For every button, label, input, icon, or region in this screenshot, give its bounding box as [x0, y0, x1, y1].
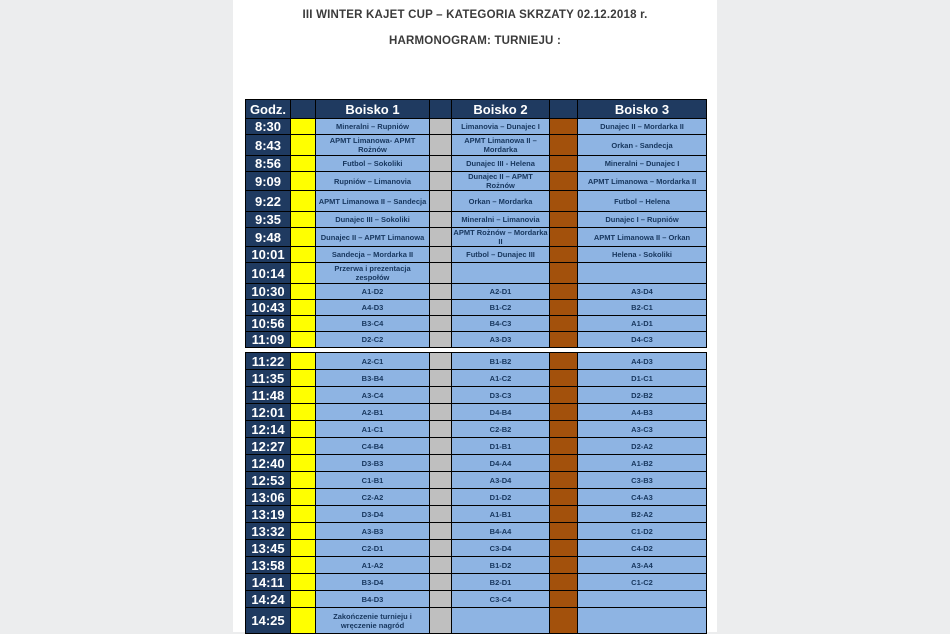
yellow-separator	[291, 156, 316, 172]
boisko-2-cell: Limanovia – Dunajec I	[452, 119, 550, 135]
gray-separator	[430, 332, 452, 348]
boisko-2-cell: A2-D1	[452, 284, 550, 300]
brown-separator	[550, 316, 578, 332]
time-cell: 13:58	[246, 557, 291, 574]
brown-separator	[550, 506, 578, 523]
schedule-row	[246, 370, 707, 387]
boisko-1-cell: D3-B3	[316, 455, 430, 472]
brown-separator	[550, 540, 578, 557]
boisko-2-cell: A3-D4	[452, 472, 550, 489]
schedule-row	[246, 574, 707, 591]
brown-separator	[550, 191, 578, 212]
boisko-2-cell: APMT Rożnów – Mordarka II	[453, 228, 548, 246]
boisko-3-cell: Helena - Sokoliki	[578, 247, 707, 263]
boisko-2-cell: D4-B4	[452, 404, 550, 421]
brown-separator	[550, 455, 578, 472]
gray-separator	[430, 438, 452, 455]
yellow-separator	[291, 316, 316, 332]
gray-separator	[430, 212, 452, 228]
boisko-3-cell: B2-A2	[578, 506, 707, 523]
boisko-3-cell: APMT Limanowa – Mordarka II	[578, 172, 707, 191]
header-boisko-3: Boisko 3	[578, 100, 707, 119]
schedule-block-2	[245, 352, 707, 634]
schedule-row	[246, 523, 707, 540]
boisko-2-cell: Futbol – Dunajec III	[452, 247, 550, 263]
time-cell: 13:32	[246, 523, 291, 540]
document-title: III WINTER KAJET CUP – KATEGORIA SKRZATY 02.12.2018 r.	[302, 9, 648, 21]
yellow-separator	[291, 523, 316, 540]
boisko-1-cell: B3-C4	[316, 316, 430, 332]
boisko-2-cell	[452, 608, 550, 634]
gray-separator	[430, 156, 452, 172]
brown-separator	[550, 228, 578, 247]
schedule-row	[246, 332, 707, 348]
boisko-3-cell: A3-D4	[578, 284, 707, 300]
time-cell: 11:35	[246, 370, 291, 387]
schedule-row	[246, 421, 707, 438]
schedule-row	[246, 540, 707, 557]
brown-separator	[550, 438, 578, 455]
boisko-2-cell: C2-B2	[452, 421, 550, 438]
yellow-separator	[291, 540, 316, 557]
brown-separator	[550, 172, 578, 191]
boisko-1-cell: A2-B1	[316, 404, 430, 421]
gray-separator	[430, 506, 452, 523]
schedule-row	[246, 228, 707, 247]
brown-separator	[550, 247, 578, 263]
header-boisko-2: Boisko 2	[452, 100, 550, 119]
header-spacer	[430, 100, 452, 119]
gray-separator	[430, 421, 452, 438]
time-cell: 13:19	[246, 506, 291, 523]
boisko-2-cell: D4-A4	[452, 455, 550, 472]
boisko-2-cell: D1-B1	[452, 438, 550, 455]
boisko-3-cell: Orkan - Sandecja	[578, 135, 707, 156]
yellow-separator	[291, 608, 316, 634]
brown-separator	[550, 574, 578, 591]
schedule-row	[246, 135, 707, 156]
brown-separator	[550, 212, 578, 228]
yellow-separator	[291, 472, 316, 489]
boisko-2-cell: A3-D3	[452, 332, 550, 348]
boisko-2-cell: B1-B2	[452, 353, 550, 370]
schedule-row	[246, 316, 707, 332]
gray-separator	[430, 523, 452, 540]
brown-separator	[550, 404, 578, 421]
boisko-1-cell: APMT Limanowa II – Sandecja	[316, 191, 430, 212]
gray-separator	[430, 591, 452, 608]
boisko-1-cell: Dunajec III – Sokoliki	[316, 212, 430, 228]
boisko-1-cell: C2-A2	[316, 489, 430, 506]
schedule-row	[246, 404, 707, 421]
schedule-row	[246, 212, 707, 228]
brown-separator	[550, 523, 578, 540]
brown-separator	[550, 608, 578, 634]
yellow-separator	[291, 387, 316, 404]
schedule-row	[246, 300, 707, 316]
brown-separator	[550, 472, 578, 489]
time-cell: 10:14	[246, 263, 291, 284]
boisko-2-cell: APMT Limanowa II – Mordarka	[452, 135, 550, 156]
boisko-2-cell	[452, 263, 550, 284]
boisko-2-cell: Dunajec III - Helena	[452, 156, 550, 172]
schedule-row	[246, 263, 707, 284]
boisko-3-cell: Mineralni – Dunajec I	[578, 156, 707, 172]
boisko-1-cell: C4-B4	[316, 438, 430, 455]
boisko-3-cell	[578, 608, 707, 634]
boisko-1-cell: D2-C2	[316, 332, 430, 348]
time-cell: 13:06	[246, 489, 291, 506]
schedule-row	[246, 591, 707, 608]
schedule-row	[246, 506, 707, 523]
schedule-row	[246, 119, 707, 135]
header-spacer	[550, 100, 578, 119]
yellow-separator	[291, 247, 316, 263]
schedule-table	[245, 99, 717, 634]
time-cell: 11:48	[246, 387, 291, 404]
yellow-separator	[291, 353, 316, 370]
yellow-separator	[291, 172, 316, 191]
yellow-separator	[291, 332, 316, 348]
time-cell: 14:25	[246, 608, 291, 634]
boisko-1-cell: A3-C4	[316, 387, 430, 404]
brown-separator	[550, 557, 578, 574]
boisko-1-cell: C1-B1	[316, 472, 430, 489]
time-cell: 12:14	[246, 421, 291, 438]
yellow-separator	[291, 421, 316, 438]
brown-separator	[550, 300, 578, 316]
yellow-separator	[291, 574, 316, 591]
yellow-separator	[291, 119, 316, 135]
boisko-3-cell: A3-A4	[578, 557, 707, 574]
boisko-3-cell: APMT Limanowa II – Orkan	[578, 228, 707, 247]
boisko-1-cell: B3-B4	[316, 370, 430, 387]
schedule-row	[246, 489, 707, 506]
gray-separator	[430, 353, 452, 370]
time-cell: 9:35	[246, 212, 291, 228]
time-cell: 12:53	[246, 472, 291, 489]
boisko-1-cell: Mineralni – Rupniów	[316, 119, 430, 135]
brown-separator	[550, 353, 578, 370]
boisko-1-cell: Sandecja – Mordarka II	[316, 247, 430, 263]
gray-separator	[430, 119, 452, 135]
boisko-2-cell: B1-C2	[452, 300, 550, 316]
time-cell: 12:40	[246, 455, 291, 472]
yellow-separator	[291, 284, 316, 300]
boisko-2-cell: Orkan – Mordarka	[452, 191, 550, 212]
time-cell: 10:30	[246, 284, 291, 300]
brown-separator	[550, 421, 578, 438]
boisko-3-cell: C1-D2	[578, 523, 707, 540]
boisko-2-cell: C3-C4	[452, 591, 550, 608]
yellow-separator	[291, 506, 316, 523]
boisko-3-cell: D4-C3	[578, 332, 707, 348]
time-cell: 10:43	[246, 300, 291, 316]
gray-separator	[430, 263, 452, 284]
boisko-2-cell: B1-D2	[452, 557, 550, 574]
header-godz: Godz.	[246, 100, 291, 119]
boisko-1-cell: A1-C1	[316, 421, 430, 438]
document-subtitle: HARMONOGRAM: TURNIEJU :	[389, 35, 561, 47]
boisko-1-cell: B4-D3	[316, 591, 430, 608]
boisko-3-cell: A3-C3	[578, 421, 707, 438]
yellow-separator	[291, 300, 316, 316]
yellow-separator	[291, 135, 316, 156]
yellow-separator	[291, 557, 316, 574]
boisko-1-cell: APMT Limanowa- APMT Rożnów	[316, 135, 430, 156]
boisko-3-cell	[578, 591, 707, 608]
brown-separator	[550, 591, 578, 608]
boisko-1-cell: A2-C1	[316, 353, 430, 370]
boisko-3-cell: D2-B2	[578, 387, 707, 404]
time-cell: 10:01	[246, 247, 291, 263]
time-cell: 8:43	[246, 135, 291, 156]
yellow-separator	[291, 489, 316, 506]
boisko-1-cell: A1-A2	[316, 557, 430, 574]
gray-separator	[430, 370, 452, 387]
gray-separator	[430, 540, 452, 557]
brown-separator	[550, 387, 578, 404]
time-cell: 9:22	[246, 191, 291, 212]
schedule-row	[246, 438, 707, 455]
boisko-1-cell: D3-D4	[316, 506, 430, 523]
gray-separator	[430, 172, 452, 191]
boisko-3-cell: C1-C2	[578, 574, 707, 591]
boisko-1-cell: Rupniów – Limanovia	[316, 172, 430, 191]
gray-separator	[430, 557, 452, 574]
brown-separator	[550, 370, 578, 387]
schedule-row	[246, 172, 707, 191]
brown-separator	[550, 332, 578, 348]
yellow-separator	[291, 212, 316, 228]
gray-separator	[430, 455, 452, 472]
schedule-row	[246, 387, 707, 404]
boisko-1-cell: Futbol – Sokoliki	[316, 156, 430, 172]
boisko-1-cell: B3-D4	[316, 574, 430, 591]
document-page	[233, 0, 717, 632]
gray-separator	[430, 489, 452, 506]
gray-separator	[430, 404, 452, 421]
gray-separator	[430, 247, 452, 263]
header-boisko-1: Boisko 1	[316, 100, 430, 119]
boisko-3-cell: Dunajec II – Mordarka II	[578, 119, 707, 135]
schedule-row	[246, 472, 707, 489]
boisko-1-cell: A4-D3	[316, 300, 430, 316]
yellow-separator	[291, 404, 316, 421]
yellow-separator	[291, 438, 316, 455]
schedule-row	[246, 247, 707, 263]
boisko-3-cell: Futbol – Helena	[578, 191, 707, 212]
brown-separator	[550, 135, 578, 156]
gray-separator	[430, 300, 452, 316]
brown-separator	[550, 284, 578, 300]
boisko-3-cell: A1-B2	[578, 455, 707, 472]
boisko-3-cell: A4-D3	[578, 353, 707, 370]
schedule-row	[246, 156, 707, 172]
boisko-1-cell: Przerwa i prezentacja zespołów	[316, 263, 430, 284]
yellow-separator	[291, 228, 316, 247]
boisko-1-cell: A3-B3	[316, 523, 430, 540]
boisko-2-cell: B4-C3	[452, 316, 550, 332]
time-cell: 9:48	[246, 228, 291, 247]
yellow-separator	[291, 191, 316, 212]
time-cell: 14:24	[246, 591, 291, 608]
gray-separator	[430, 387, 452, 404]
gray-separator	[430, 228, 452, 247]
brown-separator	[550, 263, 578, 284]
brown-separator	[550, 489, 578, 506]
boisko-3-cell: C4-D2	[578, 540, 707, 557]
time-cell: 14:11	[246, 574, 291, 591]
brown-separator	[550, 156, 578, 172]
boisko-3-cell: A4-B3	[578, 404, 707, 421]
schedule-row	[246, 284, 707, 300]
gray-separator	[430, 191, 452, 212]
boisko-2-cell: C3-D4	[452, 540, 550, 557]
time-cell: 8:30	[246, 119, 291, 135]
boisko-1-cell: C2-D1	[316, 540, 430, 557]
boisko-1-cell: Zakończenie turnieju i wręczenie nagród	[316, 608, 430, 634]
boisko-2-cell: B2-D1	[452, 574, 550, 591]
schedule-row	[246, 455, 707, 472]
yellow-separator	[291, 370, 316, 387]
time-cell: 13:45	[246, 540, 291, 557]
boisko-3-cell: C4-A3	[578, 489, 707, 506]
schedule-block-1	[245, 99, 707, 348]
gray-separator	[430, 608, 452, 634]
boisko-2-cell: D1-D2	[452, 489, 550, 506]
yellow-separator	[291, 263, 316, 284]
boisko-3-cell: Dunajec I – Rupniów	[578, 212, 707, 228]
boisko-3-cell: A1-D1	[578, 316, 707, 332]
time-cell: 11:09	[246, 332, 291, 348]
time-cell: 9:09	[246, 172, 291, 191]
yellow-separator	[291, 455, 316, 472]
schedule-row	[246, 353, 707, 370]
boisko-2-cell: A1-C2	[452, 370, 550, 387]
time-cell: 10:56	[246, 316, 291, 332]
boisko-2-cell: B4-A4	[452, 523, 550, 540]
boisko-2-cell: D3-C3	[452, 387, 550, 404]
header-spacer	[291, 100, 316, 119]
gray-separator	[430, 472, 452, 489]
gray-separator	[430, 316, 452, 332]
schedule-row	[246, 191, 707, 212]
schedule-row	[246, 557, 707, 574]
time-cell: 12:27	[246, 438, 291, 455]
boisko-3-cell: D1-C1	[578, 370, 707, 387]
boisko-3-cell: C3-B3	[578, 472, 707, 489]
boisko-2-cell: Dunajec II – APMT Rożnów	[452, 172, 550, 191]
time-cell: 12:01	[246, 404, 291, 421]
boisko-2-cell: A1-B1	[452, 506, 550, 523]
boisko-1-cell: Dunajec II – APMT Limanowa	[316, 228, 430, 247]
boisko-1-cell: A1-D2	[316, 284, 430, 300]
header-row	[246, 100, 707, 119]
gray-separator	[430, 284, 452, 300]
time-cell: 8:56	[246, 156, 291, 172]
boisko-2-cell: Mineralni – Limanovia	[452, 212, 550, 228]
gray-separator	[430, 574, 452, 591]
boisko-3-cell: B2-C1	[578, 300, 707, 316]
boisko-3-cell: D2-A2	[578, 438, 707, 455]
boisko-3-cell	[578, 263, 707, 284]
gray-separator	[430, 135, 452, 156]
time-cell: 11:22	[246, 353, 291, 370]
yellow-separator	[291, 591, 316, 608]
schedule-row	[246, 608, 707, 634]
brown-separator	[550, 119, 578, 135]
